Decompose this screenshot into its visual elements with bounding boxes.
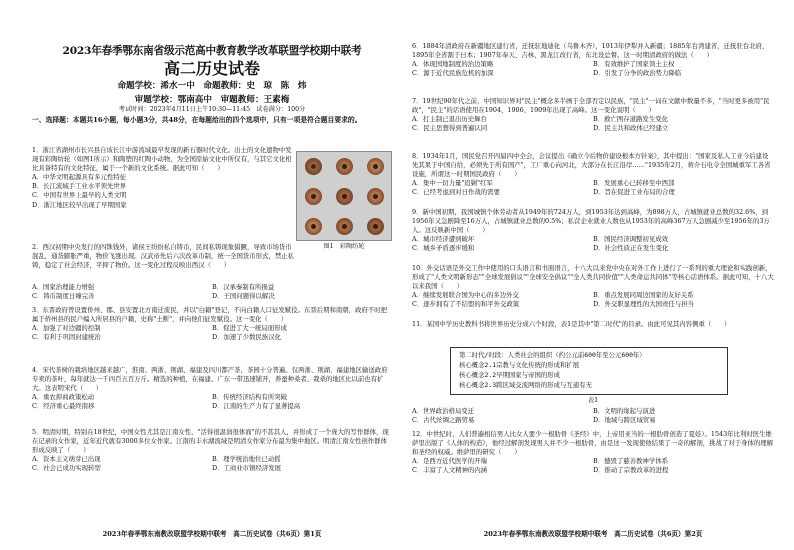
spindle-whorl-image [336,188,353,205]
option-c[interactable]: C．源于近代民族危机的加深 [412,69,494,78]
option-b[interactable]: B．发展重心已转移至中西部 [593,179,675,188]
figure-spindle-whorls [296,151,392,241]
spindle-whorl-image [336,218,353,235]
option-list [32,173,294,209]
page-footer: 2023年春季鄂东南教改联盟学校期中联考 高二历史试卷（共6页）第2页 [483,530,703,538]
question-10 [412,264,774,309]
question-2 [32,243,294,270]
question-6 [412,42,774,78]
option-a[interactable]: A．集中一切力量"追剿"红军 [412,179,493,188]
option-a[interactable]: A．是西方近代医学的开端 [412,457,487,466]
option-d[interactable]: D．加速了少数民族汉化 [212,333,282,342]
option-d[interactable]: D．民主共和政体已经建立 [593,124,669,133]
option-c[interactable]: C．城乡矛盾逐步缓和 [412,244,475,253]
question-stem: 4．宋代茶树的栽培地区越来越广，淮南、两浙、荆湖、福建及四川都产茶，茶园十分普遍。仅两浙、荆湖、福建地区输送政府专卖的茶叶，每年就达一千四百五百万斤。精选的种植，在福建、广东一带迅速铺开，养蚕种桑者、栽桑的地区比以前也有扩大。这表明宋代（ ） [32,366,388,393]
question-4 [32,366,392,411]
option-b[interactable]: B．有效维护了国家领土主权 [593,60,675,69]
option-b[interactable]: B．救亡图存道路发生变化 [593,115,668,124]
spindle-whorl-image [367,158,384,175]
question-3 [32,306,392,342]
option-c[interactable]: C．经济重心最终南移 [32,402,95,411]
option-d[interactable]: D．王国问题得以解决 [212,292,275,301]
question-stem: 12．中世纪时，人们普遍相信男人比女人要少一根肋骨《圣经》中，上帝用亚当的一根肋骨创造了夏娃）。1543年比利时医生维萨里出版了《人体的构造》，他经过解剖发现男人并不少一根肋骨，由是这一发现使他结果了一奇的解剖，挑战了对于身体的理解和圣经的权威。维萨里的研究（ ） [412,430,774,457]
spindle-whorl-image [305,218,322,235]
option-d[interactable]: D．江南的生产力有了显著提高 [212,402,301,411]
option-b[interactable]: B．汉承秦制有所损益 [212,283,275,291]
page-left [32,0,392,550]
option-d[interactable]: D．推动了宗教改革的进程 [593,466,669,475]
option-a[interactable]: A．继续发展联合国为中心的多边外交 [412,291,519,300]
option-b[interactable]: B．促进了大一统局面形成 [212,324,287,333]
table-caption: 表1 [587,396,599,404]
question-stem: 5．明清时期，特别在18世纪，中国女性尤其是江南女性，"活得很温润很体面"的不甚其人，并形成了一个庞大的写作群体，现在记录的女作家，近年近代就有3000多位女作家。江南的丰水湖流域是明清女作家分布最为集中地区。明清江南女性创作群体形成反映了（ ） [32,428,389,455]
exam-info: 考试时间：2023年4月11日上午10:30—11:45 试卷满分：100分 [118,106,306,113]
option-c[interactable]: C．已经考虑到对日作战的需要 [412,188,500,197]
reviewer-line: 审题学校：鄂南高中 审题教师：王素梅 [134,95,290,105]
table-row: 核心概念2.1宗教与文化传统的形成和扩展 [459,360,580,369]
option-c[interactable]: C．中国有世界上最早的人类文明 [32,191,127,200]
question-stem: 6．1884年清政府在新疆地区建行省，迁抚驻地迪化（乌鲁木齐），1913年伊犁并入新疆；1885年台湾建省，迁抚驻台北府，1895年全省割于日本；1907年奉天、吉林、黑龙江改行省，东北设总督。这一时期清政府的做法（ ） [412,42,769,60]
spindle-whorl-image [305,158,322,175]
spindle-whorl-image [336,158,353,175]
question-stem: 3．东晋政府曾设置侨州、郡、县安置北方南迁流民，并以"白籍"登记，不向白籍人口征发赋役。东晋后期和南朝，政府不时把属于侨州县的民户编入所居县的户籍，史称"土断"，并向他们征发赋役。这一变化（ ） [32,306,388,324]
option-b[interactable]: B．文明的缘起与演进 [593,407,656,415]
option-c[interactable]: C．民主思想得到普遍认同 [412,124,488,133]
option-b[interactable]: B．重点发展同周边国家的友好关系 [593,291,694,300]
option-b[interactable]: B．传统经济结构有所突破 [212,393,287,402]
question-8 [412,152,774,197]
option-d[interactable]: D．外交职显理性的大国责任与担当 [593,300,694,309]
figure-caption: 图1 彩陶纺轮 [323,243,365,250]
question-stem: 2．西汉初期中央发行的四铢钱外，诸侯王纷纷私自铸币，民间私铸现象猖獗，导致市场货币混乱，通货膨胀严重，物价飞涨出现。汉武帝先后六次改革币制，统一全国货币形式，禁止私铸，稳定了社会经济，平抑了物价。这一变化过程反映出西汉（ ） [32,243,295,270]
question-11 [412,320,774,329]
question-11-options [412,407,774,425]
table-1 [450,347,728,395]
option-d[interactable]: D．社会性质正在发生变化 [593,244,669,253]
question-9 [412,208,774,253]
option-a[interactable]: A．国家治理能力增强 [32,283,95,291]
option-a[interactable]: A．体现国地制度的治边策略 [412,60,494,69]
spindle-whorl-image [305,188,322,205]
section-instruction: 一、选择题：本题共16小题，每小题3分，共48分，在每题给出的四个选项中，只有一项是符合题目要求的。 [32,116,362,124]
table-row: 核心概念2.3跨区域交流网络的形成与互通有无 [459,380,592,389]
option-d[interactable]: D．旨在促进工业布局的合理 [593,188,675,197]
question-stem: 7．19世纪90年代之前，中国知识界对"民主"概念多半画于全部否定以民族，"民主"一词在文献中数量不多，"当时更多被用"民政"，"民主"的话语使用在1904、1906、1909年出现了高峰。这一变化说明（ ） [412,97,770,115]
option-c[interactable]: C．逐步拥有了不结盟的和平外交政策 [412,300,520,309]
option-a[interactable]: A．中华文明起源具有多元性特征 [32,173,127,182]
page-footer: 2023年春季鄂东南教改联盟学校期中联考 高二历史试卷（共6页）第1页 [102,530,322,538]
question-5 [32,428,392,473]
option-d[interactable]: D．工商业市镇经济发展 [212,464,282,473]
question-2-options [32,283,392,301]
option-b[interactable]: B．理学统治地位已动摇 [212,455,281,464]
option-a[interactable]: A．打主制已退出历史舞台 [412,115,487,124]
question-7 [412,97,774,133]
option-c[interactable]: C．丰富了人文精神的内涵 [412,466,488,475]
option-c[interactable]: C．有利于巩固封建统治 [32,333,101,342]
option-c[interactable]: C．社会已成功实现转型 [32,464,101,473]
option-d[interactable]: D．地域与跨区域贸易 [593,416,656,425]
question-stem: 10．外交话语是外交工作中使用的口头语言和书面语言，十八大以来党中央在对外工作上进行了一系列的重大理论和实践创新，形成了"人类文明新形态""全球发展倡议""全球安全倡议""全人类共同价值""人类命运共同体"等核心话语体系。据此可知，十八大以来我国（ ） [412,264,774,291]
option-b[interactable]: B．撼毁了慈善教神学体系 [593,457,668,466]
spindle-whorl-image [367,188,384,205]
option-a[interactable]: A．世界政治格局变迁 [412,407,475,415]
question-stem: 1．浙江省湖州市长兴县自该长江中游流域最早发现的新石器时代文化。出土的文化遗物中发现有彩陶纺轮（如图1所示）和陶塑的红陶小动物，为全国原始文化中所仅有，与其它文化相比具备特有的文化特征，属于一个新的文化系统。据此可知（ ） [32,146,292,173]
option-d[interactable]: D．引发了分争的政治势力降临 [593,69,682,78]
option-b[interactable]: B．长江流域手工业水平领先世界 [32,182,127,191]
page-right [412,0,774,550]
option-d[interactable]: D．浙江地区较早出现了早期国家 [32,200,127,209]
table-row: 核心概念2.2早期国家与帝国的形成 [459,370,561,379]
option-a[interactable]: A．资本主义萌芽已出现 [32,455,101,464]
paper-title: 高二历史试卷 [163,59,260,78]
option-b[interactable]: B．国民经济调整初见成效 [593,235,668,244]
spindle-whorl-image [367,218,384,235]
question-stem: 8．1934年1月，国民党召开四届四中全会，会议提出《确立今后物价建设根本方针案》，其中提出："国家及私人工业今后建设先其果于中国自给，必须先于所有国产"，工厂重心向河北，大部分在长江沿岸……"1935年2月，蒋介石电令全国城重军工各省设施，所谓这一时期国民政府（ ） [412,152,771,179]
question-stem: 9．新中国初期，我国城镇个体劳动者从1949年的724万人，到1953年达到高峰，为898万人，占城镇就业总数的32.6%，到1956年又急剧降至16万人，占城镇就业总数的0.5%；私营企业就业人数也从1953年的高峰367万人急剧减少至1956年的3万人。这反映新中国（ ） [412,208,770,235]
question-12 [412,430,774,475]
author-line: 命题学校：浠水一中 命题教师：史 琼 陈 炜 [117,81,307,91]
table-row: 第二时代/时段：人类社会的组织（约公元前600年至公元600年） [459,351,646,359]
option-c[interactable]: C．古代丝绸之路贸易 [412,416,475,425]
option-a[interactable]: A．城市经济遭到破坏 [412,235,475,244]
option-c[interactable]: C．铸币制度日臻完善 [32,292,95,301]
option-a[interactable]: A．加强了对边疆的控制 [32,324,101,333]
option-a[interactable]: A．重农抑商政策松动 [32,393,95,402]
exam-title: 2023年春季鄂东南省级示范高中教育教学改革联盟学校期中联考 [62,45,362,57]
question-1 [32,146,294,210]
question-stem: 11．某国中学历史教科书将世界历史分成六个时段，表1是其中"第二时代"的目录。由此可见其内容侧重（ ） [412,320,731,328]
